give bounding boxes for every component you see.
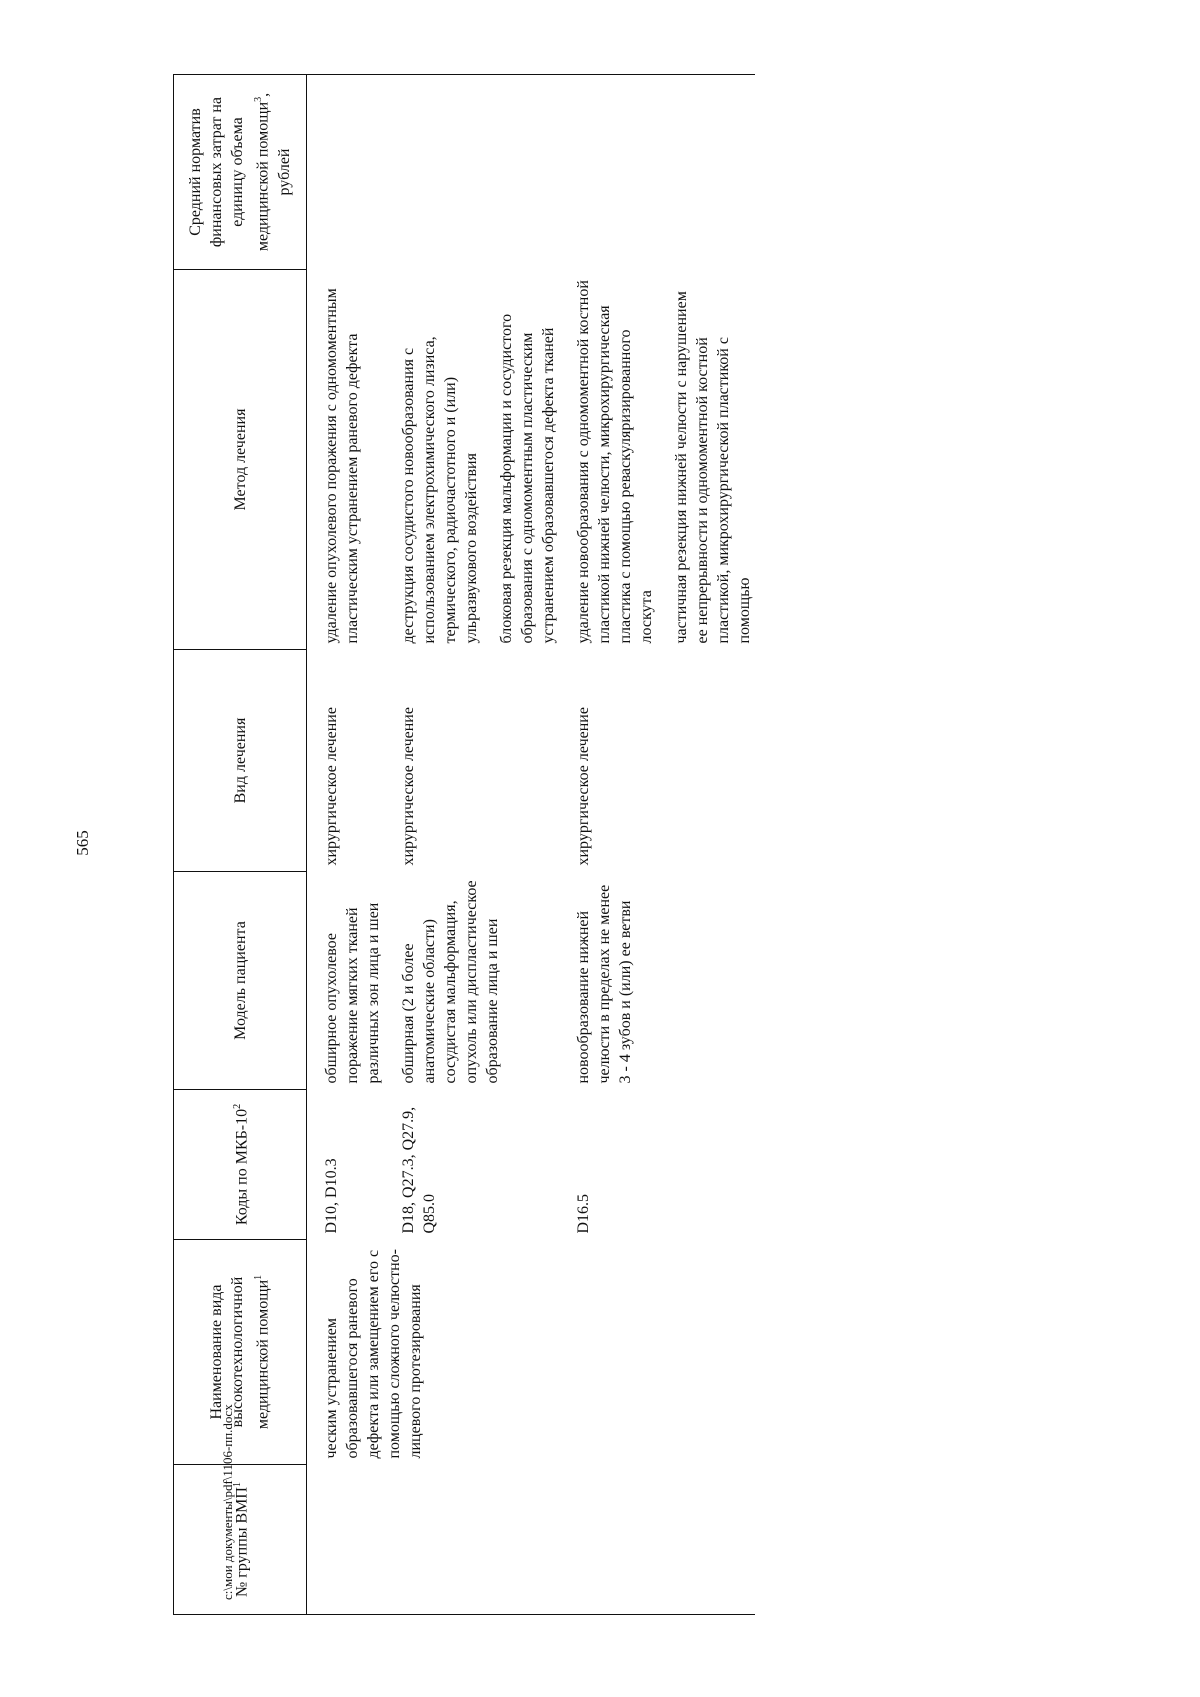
codes-cell: D18, Q27.3, Q27.9, Q85.0 [400, 1106, 438, 1234]
type-cell: хирургическое лечение [323, 707, 340, 866]
page-number: 565 [72, 830, 92, 856]
group-number-cell [307, 1465, 756, 1615]
header-treatment-method: Метод лечения [174, 270, 307, 650]
codes-cell: D10, D10.3 [323, 1158, 340, 1234]
codes-cell: D16.5 [575, 1193, 592, 1234]
type-cell: хирургическое лечение [575, 707, 592, 866]
file-path-footer: c:\мои документы\pdf\1106-пп.docx [220, 1404, 235, 1600]
table-header-row [174, 75, 307, 1615]
method-text: деструкция сосудистого новообразования с использованием электрохимического лизиса, термического, радиочастотного и (или) ульразвукового воздействия [400, 336, 480, 644]
method-text: частичная резекция нижней челюсти с нарушением ее непрерывности и одномоментной костной пластикой, микрохирургической пластикой с помощью [673, 291, 753, 644]
method-text: удаление новообразования с одномоментной костной пластикой нижней челюсти, микрохирургическая пластика с помощью реваскуляризированного лоскута [575, 280, 655, 644]
model-cell: новообразование нижней челюсти в пределах не менее 3 - 4 зубов и (или) ее ветви [575, 884, 634, 1084]
method-text: блоковая резекция мальформации и сосудистого образования с одномоментным пластическим устранением образовавшегося дефекта тканей [498, 313, 557, 644]
header-group-number: № группы ВМП$^1$ [174, 1465, 307, 1615]
cost-cell [307, 75, 756, 270]
header-patient-model: Модель пациента [174, 872, 307, 1090]
header-treatment-type: Вид лечения [174, 650, 307, 872]
table-row [307, 75, 385, 1615]
group-name-cell: ческим устранением образовавшегося раневого дефекта или замещением его с помощью сложного челюстно-лицевого протезирования [323, 1249, 424, 1459]
model-cell: обширная (2 и более анатомические области) сосудистая мальформация, опухоль или диспластическое образование лица и шеи [400, 880, 501, 1084]
header-cost: Средний норматив финансовых затрат на единицу объема медицинской помощи$^3$, рублей [174, 75, 307, 270]
method-cell [384, 270, 559, 650]
header-name: Наименование вида высокотехнологичной медицинской помощи$^1$ [174, 1240, 307, 1465]
vmp-table [173, 74, 755, 1615]
method-text: удаление опухолевого поражения с одномоментным пластическим устранением раневого дефекта [323, 288, 361, 644]
rotated-table-wrapper [173, 75, 1200, 1615]
method-cell [559, 270, 755, 650]
type-cell: хирургическое лечение [400, 707, 417, 866]
header-icd-codes: Коды по МКБ-$10^2$ [174, 1090, 307, 1240]
model-cell: обширное опухолевое поражение мягких тканей различных зон лица и шеи [323, 902, 382, 1084]
method-cell [307, 270, 385, 650]
